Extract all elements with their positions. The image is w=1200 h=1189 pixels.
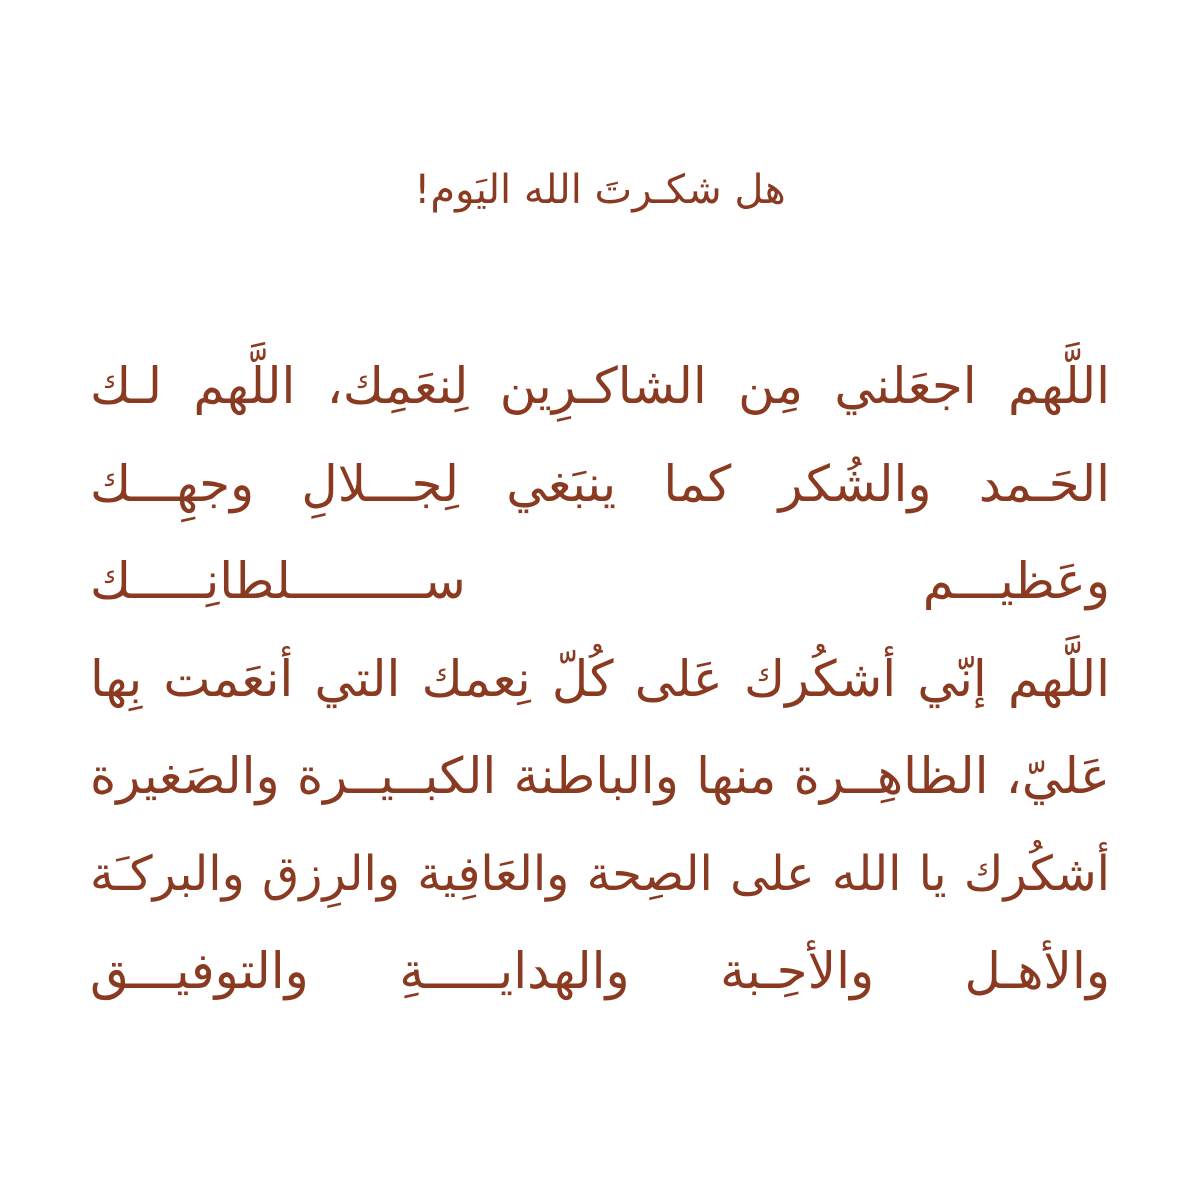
- prayer-line-4: اللَّهم إنّي أشكُرك عَلى كُلّ نِعمك التي أنعَمت بِها: [90, 649, 1110, 708]
- post-title: هل شكـرتَ الله اليَوم!: [414, 167, 786, 213]
- prayer-line-5: عَليّ، الظاهِــرة منها والباطنة الكبــيــرة والصَغيرة: [90, 747, 1110, 805]
- prayer-line-1: اللَّهم اجعَلني مِن الشاكـرِين لِنعَمِك، اللَّهم لـك: [90, 357, 1110, 415]
- prayer-line-6: أشكُرك يا الله على الصِحة والعَافِية والرِزق والبركـَة: [90, 845, 1110, 902]
- prayer-line-2: الحَـمد والشُكر كما ينبَغي لِجـــلالِ وجهِـــك: [90, 454, 1110, 513]
- prayer-line-7: والأهـل والأحِـبة والهدايـــــةِ والتوفيـــق: [90, 942, 1110, 1000]
- prayer-text: [90, 338, 1110, 1021]
- prayer-line-3: وعَظيـــم ســـــــــلطانِـــــك: [90, 552, 1110, 610]
